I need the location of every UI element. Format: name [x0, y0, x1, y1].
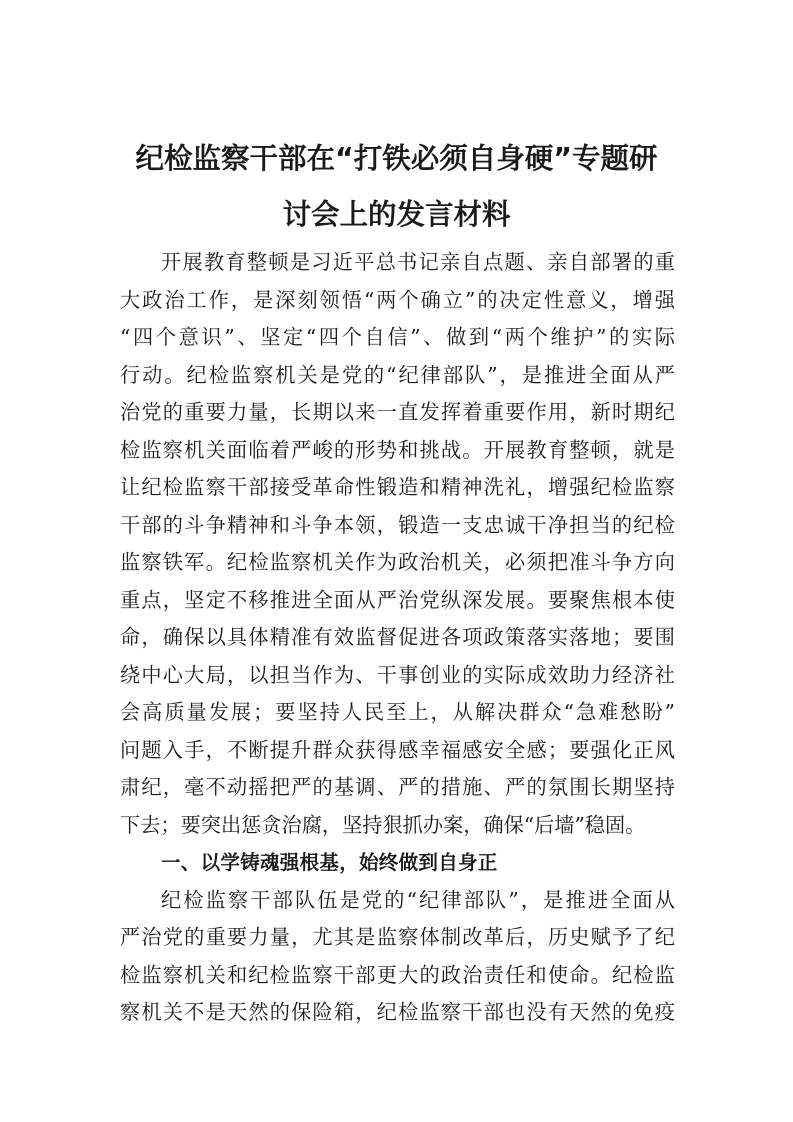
paragraph-line: 命，确保以具体精准有效监督促进各项政策落实落地；要围	[120, 625, 675, 649]
paragraph-line: “四个意识”、坚定“四个自信”、做到“两个维护”的实际	[120, 325, 675, 349]
paragraph-line: 干部的斗争精神和斗争本领，锻造一支忠诚干净担当的纪检	[120, 512, 675, 537]
paragraph-line: 严治党的重要力量，尤其是监察体制改革后，历史赋予了纪	[120, 925, 675, 949]
paragraph-line: 肃纪，毫不动摇把严的基调、严的措施、严的氛围长期坚持	[120, 775, 675, 799]
section-heading-1: 一、以学铸魂强根基，始终做到自身正	[161, 851, 498, 874]
paragraph-line: 绕中心大局，以担当作为、干事创业的实际成效助力经济社	[120, 662, 675, 687]
paragraph-2	[120, 882, 675, 1032]
paragraph-line: 监察铁军。纪检监察机关作为政治机关，必须把准斗争方向	[120, 550, 675, 574]
paragraph-line: 让纪检监察干部接受革命性锻造和精神洗礼，增强纪检监察	[120, 475, 675, 499]
paragraph-line: 重点，坚定不移推进全面从严治党纵深发展。要聚焦根本使	[120, 587, 675, 612]
paragraph-line: 察机关不是天然的保险箱，纪检监察干部也没有天然的免疫	[120, 1000, 675, 1024]
document-body	[120, 244, 675, 1032]
paragraph-line: 治党的重要力量，长期以来一直发挥着重要作用，新时期纪	[120, 400, 675, 424]
document-title-line-1: 纪检监察干部在“打铁必须自身硬”专题研	[135, 142, 658, 175]
paragraph-line: 开展教育整顿是习近平总书记亲自点题、亲自部署的重	[161, 250, 675, 274]
paragraph-1	[120, 244, 675, 844]
paragraph-line: 下去；要突出惩贪治腐，坚持狠抓办案，确保“后墙”稳固。	[120, 812, 646, 837]
paragraph-line: 大政治工作，是深刻领悟“两个确立”的决定性意义，增强	[120, 287, 675, 312]
paragraph-line: 问题入手，不断提升群众获得感幸福感安全感；要强化正风	[120, 737, 675, 762]
paragraph-line: 会高质量发展；要坚持人民至上，从解决群众“急难愁盼”	[120, 700, 675, 724]
paragraph-line: 行动。纪检监察机关是党的“纪律部队”，是推进全面从严	[120, 362, 675, 387]
document-title-line-2: 讨会上的发言材料	[282, 198, 511, 231]
paragraph-line: 检监察机关和纪检监察干部更大的政治责任和使命。纪检监	[120, 962, 675, 987]
paragraph-line: 检监察机关面临着严峻的形势和挑战。开展教育整顿，就是	[120, 437, 675, 462]
paragraph-line: 纪检监察干部队伍是党的“纪律部队”，是推进全面从	[161, 887, 675, 912]
